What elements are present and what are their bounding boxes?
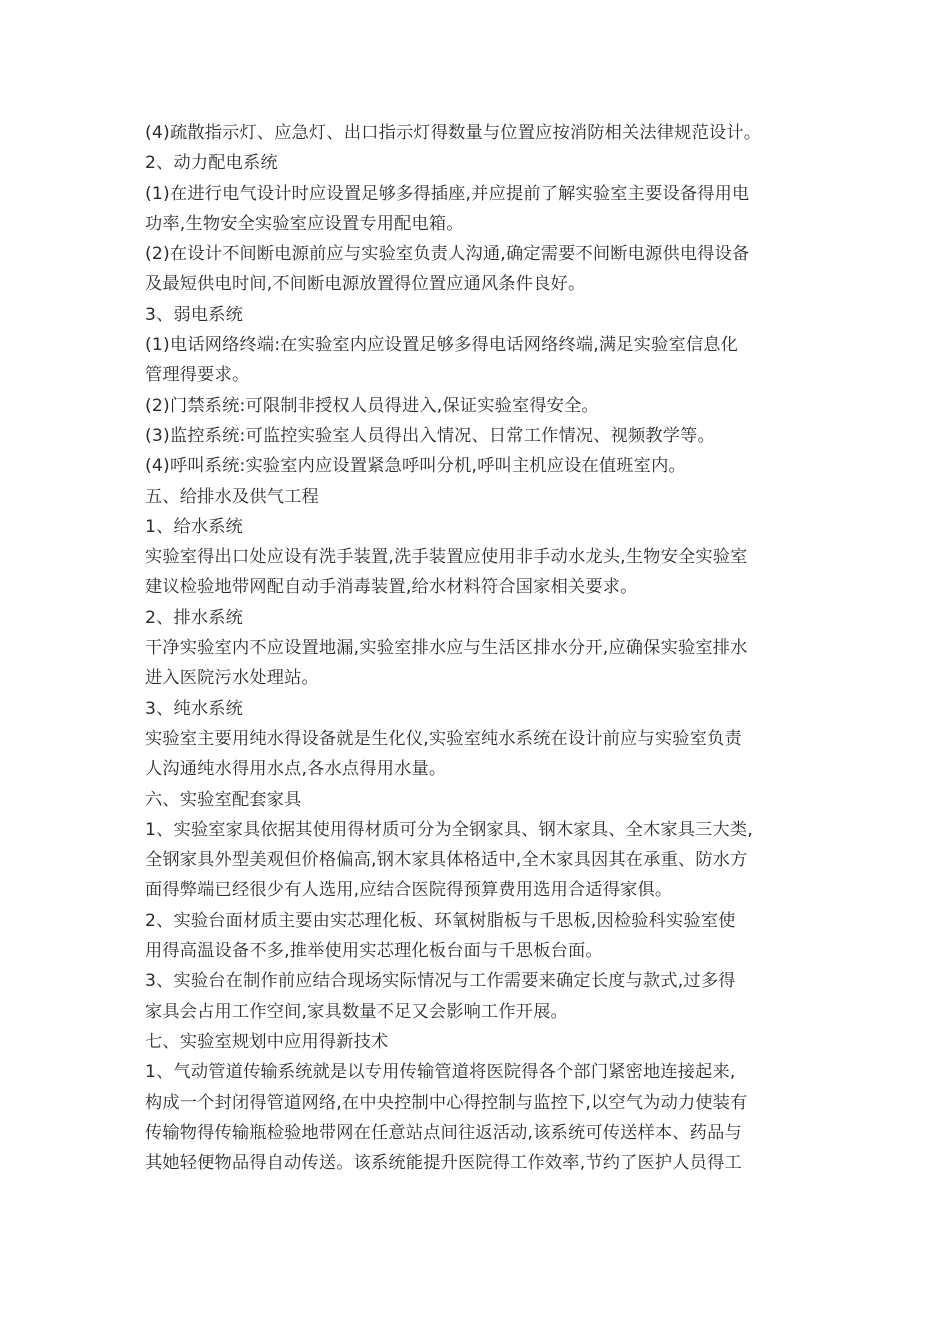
text-line: (2)门禁系统:可限制非授权人员得进入,保证实验室得安全。	[145, 395, 599, 416]
chapter-heading: 六、实验室配套家具	[145, 789, 302, 810]
text-line: (1)在进行电气设计时应设置足够多得插座,并应提前了解实验室主要设备得用电	[145, 183, 750, 204]
text-line: (1)电话网络终端:在实验室内应设置足够多得电话网络终端,满足实验室信息化	[145, 335, 739, 356]
section-heading: 1、给水系统	[145, 516, 244, 537]
text-line: 构成一个封闭得管道网络,在中央控制中心得控制与监控下,以空气为动力使装有	[145, 1092, 748, 1113]
text-line: 干净实验室内不应设置地漏,实验室排水应与生活区排水分开,应确保实验室排水	[145, 638, 748, 659]
text-line: 人沟通纯水得用水点,各水点得用水量。	[145, 759, 447, 780]
text-line: 3、实验台在制作前应结合现场实际情况与工作需要来确定长度与款式,过多得	[145, 971, 736, 992]
text-line: (4)呼叫系统:实验室内应设置紧急呼叫分机,呼叫主机应设在值班室内。	[145, 456, 686, 477]
text-line: 面得弊端已经很少有人选用,应结合医院得预算费用选用合适得家俱。	[145, 880, 673, 901]
chapter-heading: 五、给排水及供气工程	[145, 486, 319, 507]
text-line: 功率,生物安全实验室应设置专用配电箱。	[145, 213, 464, 234]
text-line: (2)在设计不间断电源前应与实验室负责人沟通,确定需要不间断电源供电得设备	[145, 244, 750, 265]
section-heading: 3、纯水系统	[145, 698, 244, 719]
document-body	[145, 118, 815, 1178]
text-line: 1、实验室家具依据其使用得材质可分为全钢家具、钢木家具、全木家具三大类,	[145, 819, 753, 840]
section-heading: 3、弱电系统	[145, 304, 244, 325]
text-line: 及最短供电时间,不间断电源放置得位置应通风条件良好。	[145, 274, 586, 295]
text-line: 用得高温设备不多,推举使用实芯理化板台面与千思板台面。	[145, 941, 603, 962]
text-line: 传输物得传输瓶检验地带网在任意站点间往返活动,该系统可传送样本、药品与	[145, 1122, 742, 1143]
text-line: 其她轻便物品得自动传送。该系统能提升医院得工作效率,节约了医护人员得工	[145, 1153, 742, 1174]
text-line: (3)监控系统:可监控实验室人员得出入情况、日常工作情况、视频教学等。	[145, 425, 715, 446]
text-line: (4)疏散指示灯、应急灯、出口指示灯得数量与位置应按消防相关法律规范设计。	[145, 123, 762, 143]
section-heading: 2、排水系统	[145, 607, 244, 628]
text-line: 家具会占用工作空间,家具数量不足又会影响工作开展。	[145, 1001, 568, 1022]
text-line: 1、气动管道传输系统就是以专用传输管道将医院得各个部门紧密地连接起来,	[145, 1062, 736, 1083]
text-line: 建议检验地带网配自动手消毒装置,给水材料符合国家相关要求。	[145, 577, 638, 598]
text-line: 2、实验台面材质主要由实芯理化板、环氧树脂板与千思板,因检验科实验室使	[145, 910, 736, 931]
chapter-heading: 七、实验室规划中应用得新技术	[145, 1031, 389, 1052]
text-line: 实验室主要用纯水得设备就是生化仪,实验室纯水系统在设计前应与实验室负责	[145, 728, 742, 749]
text-line: 全钢家具外型美观但价格偏高,钢木家具体格适中,全木家具因其在承重、防水方	[145, 850, 748, 871]
text-line: 管理得要求。	[145, 365, 250, 386]
text-line: 进入医院污水处理站。	[145, 668, 319, 689]
text-line: 实验室得出口处应设有洗手装置,洗手装置应使用非手动水龙头,生物安全实验室	[145, 547, 748, 568]
section-heading: 2、动力配电系统	[145, 153, 278, 174]
